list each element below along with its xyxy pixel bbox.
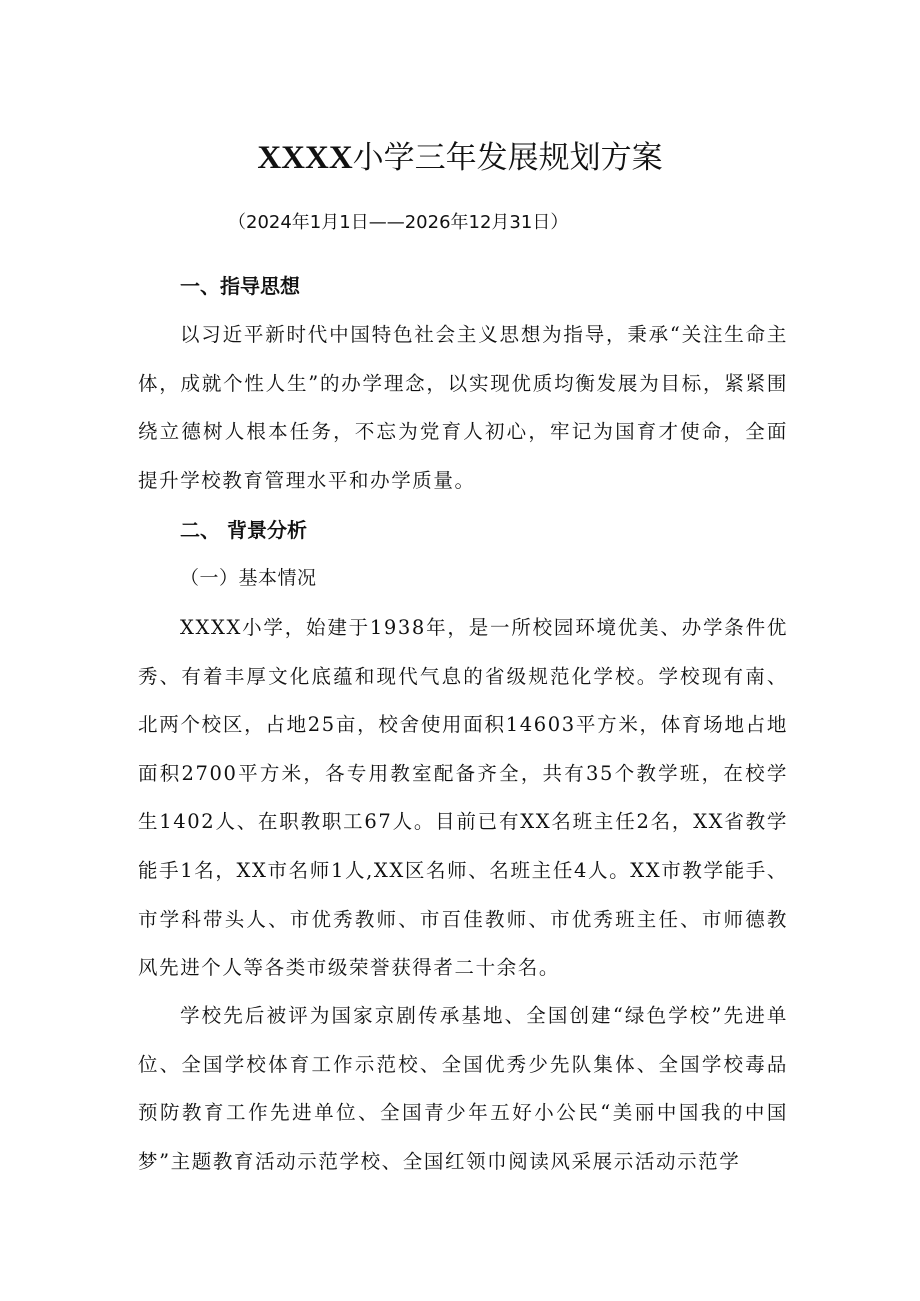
title-school-code: XXXX [257, 140, 353, 176]
section-heading-guiding-ideology: 一、指导思想 [180, 274, 300, 298]
plan-period: （2024年1月1日——2026年12月31日） [228, 212, 569, 233]
paragraph-guiding-ideology: 以习近平新时代中国特色社会主义思想为指导，秉承“关注生命主体，成就个性人生”的办学理念，以实现优质均衡发展为目标，紧紧围绕立德树人根本任务，不忘为党育人初心，牢记为国育才使命，全面提升学校教育管理水平和办学质量。 [138, 323, 788, 492]
paragraph-school-overview: XXXX小学，始建于1938年，是一所校园环境优美、办学条件优秀、有着丰厚文化底蕴和现代气息的省级规范化学校。学校现有南、北两个校区，占地25亩，校舍使用面积14603平方米，体育场地占地面积2700平方米，各专用教室配备齐全，共有35个教学班，在校学生1402人、在职教职工67人。目前已有XX名班主任2名，XX省教学能手1名，XX市名师1人,XX区名师、名班主任4人。XX市教学能手、市学科带头人、市优秀教师、市百佳教师、市优秀班主任、市师德教风先进个人等各类市级荣誉获得者二十余名。 [138, 616, 788, 980]
section-heading-background-analysis: 二、 背景分析 [180, 518, 307, 542]
title-text: 小学三年发展规划方案 [352, 140, 663, 176]
paragraph-school-honors: 学校先后被评为国家京剧传承基地、全国创建“绿色学校”先进单位、全国学校体育工作示范校、全国优秀少先队集体、全国学校毒品预防教育工作先进单位、全国青少年五好小公民“美丽中国我的中国梦”主题教育活动示范学校、全国红领巾阅读风采展示活动示范学 [138, 1004, 788, 1173]
subsection-heading-basic-situation: （一）基本情况 [180, 567, 317, 589]
document-title [0, 132, 920, 184]
